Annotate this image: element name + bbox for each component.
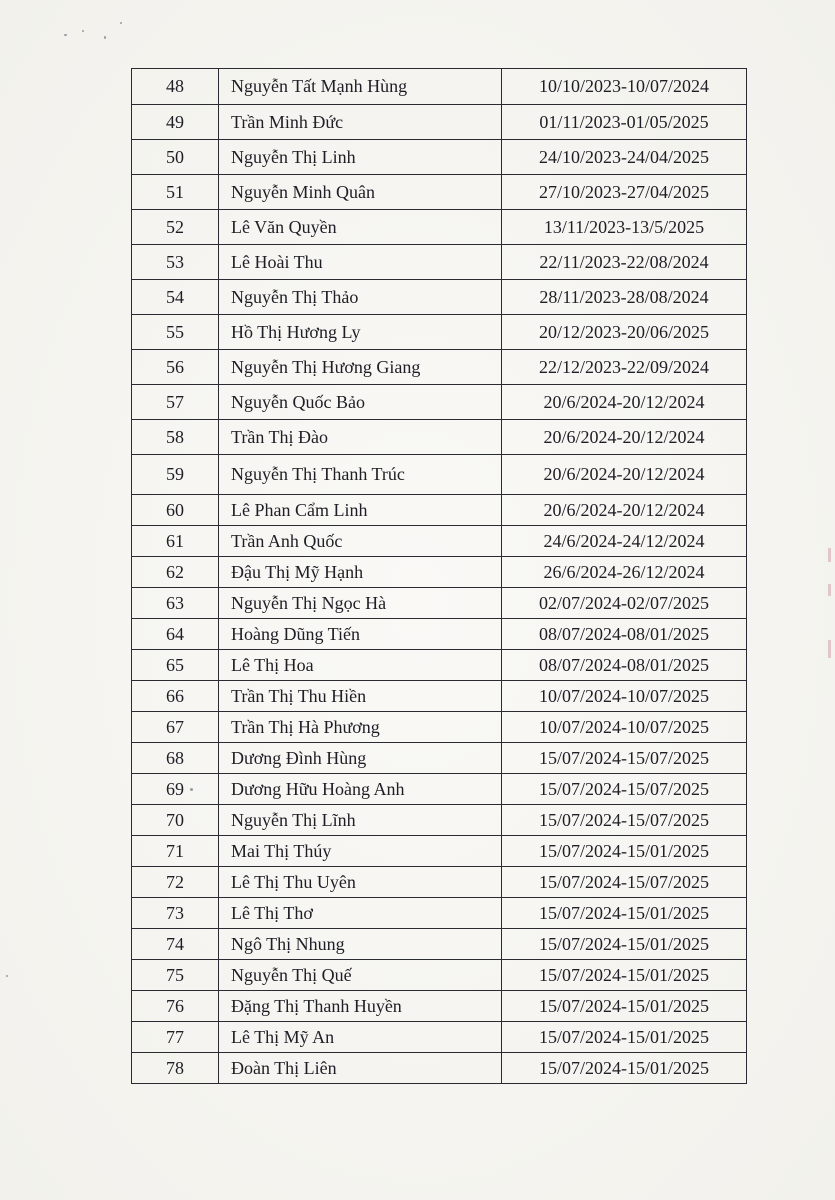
contract-period: 10/07/2024-10/07/2025 xyxy=(502,681,747,712)
contract-period: 28/11/2023-28/08/2024 xyxy=(502,280,747,315)
employee-name: Nguyễn Thị Linh xyxy=(219,140,502,175)
employee-name: Hồ Thị Hương Ly xyxy=(219,315,502,350)
employee-name: Trần Thị Hà Phương xyxy=(219,712,502,743)
row-number: 63 xyxy=(132,588,219,619)
table-row xyxy=(132,210,747,245)
table-row xyxy=(132,175,747,210)
employee-name: Nguyễn Thị Quế xyxy=(219,960,502,991)
table-row xyxy=(132,495,747,526)
contract-period: 08/07/2024-08/01/2025 xyxy=(502,619,747,650)
contract-period: 22/12/2023-22/09/2024 xyxy=(502,350,747,385)
table-row xyxy=(132,836,747,867)
contract-period: 10/10/2023-10/07/2024 xyxy=(502,69,747,105)
scan-edge-mark xyxy=(828,548,831,562)
row-number: 48 xyxy=(132,69,219,105)
table-row xyxy=(132,315,747,350)
row-number: 58 xyxy=(132,420,219,455)
table-row xyxy=(132,650,747,681)
employee-name: Đoàn Thị Liên xyxy=(219,1053,502,1084)
employee-name: Trần Thị Đào xyxy=(219,420,502,455)
employee-name: Đặng Thị Thanh Huyền xyxy=(219,991,502,1022)
row-number: 71 xyxy=(132,836,219,867)
contract-period: 15/07/2024-15/01/2025 xyxy=(502,960,747,991)
contract-period: 20/6/2024-20/12/2024 xyxy=(502,495,747,526)
row-number: 55 xyxy=(132,315,219,350)
table-row xyxy=(132,245,747,280)
contract-period: 20/6/2024-20/12/2024 xyxy=(502,385,747,420)
table-row xyxy=(132,991,747,1022)
table-row xyxy=(132,105,747,140)
scan-speck xyxy=(120,22,122,24)
employee-name: Nguyễn Thị Thanh Trúc xyxy=(219,455,502,495)
employee-name: Đậu Thị Mỹ Hạnh xyxy=(219,557,502,588)
table-row xyxy=(132,557,747,588)
table-row xyxy=(132,526,747,557)
table-row xyxy=(132,929,747,960)
table-row xyxy=(132,898,747,929)
row-number: 49 xyxy=(132,105,219,140)
contract-period: 13/11/2023-13/5/2025 xyxy=(502,210,747,245)
row-number: 64 xyxy=(132,619,219,650)
row-number: 74 xyxy=(132,929,219,960)
scan-speck xyxy=(64,34,67,36)
row-number: 56 xyxy=(132,350,219,385)
employee-name: Lê Thị Thu Uyên xyxy=(219,867,502,898)
contract-period: 20/6/2024-20/12/2024 xyxy=(502,420,747,455)
employee-name: Lê Thị Mỹ An xyxy=(219,1022,502,1053)
employee-name: Lê Hoài Thu xyxy=(219,245,502,280)
contract-period: 15/07/2024-15/07/2025 xyxy=(502,867,747,898)
row-number: 73 xyxy=(132,898,219,929)
row-number: 53 xyxy=(132,245,219,280)
employee-name: Lê Thị Hoa xyxy=(219,650,502,681)
row-number: 77 xyxy=(132,1022,219,1053)
contract-period: 15/07/2024-15/01/2025 xyxy=(502,898,747,929)
table-row xyxy=(132,385,747,420)
row-number: 67 xyxy=(132,712,219,743)
row-number: 66 xyxy=(132,681,219,712)
employee-name: Nguyễn Minh Quân xyxy=(219,175,502,210)
table-row xyxy=(132,743,747,774)
employee-name: Lê Văn Quyền xyxy=(219,210,502,245)
table-row xyxy=(132,140,747,175)
contract-period: 01/11/2023-01/05/2025 xyxy=(502,105,747,140)
table-row xyxy=(132,619,747,650)
row-number: 76 xyxy=(132,991,219,1022)
row-number: 57 xyxy=(132,385,219,420)
table-row xyxy=(132,681,747,712)
contract-period: 20/12/2023-20/06/2025 xyxy=(502,315,747,350)
employee-name: Nguyễn Tất Mạnh Hùng xyxy=(219,69,502,105)
contract-period: 26/6/2024-26/12/2024 xyxy=(502,557,747,588)
table-row xyxy=(132,420,747,455)
employee-name: Nguyễn Thị Ngọc Hà xyxy=(219,588,502,619)
row-number: 54 xyxy=(132,280,219,315)
contract-period: 24/10/2023-24/04/2025 xyxy=(502,140,747,175)
contract-period: 02/07/2024-02/07/2025 xyxy=(502,588,747,619)
employee-name: Dương Đình Hùng xyxy=(219,743,502,774)
employee-name: Nguyễn Quốc Bảo xyxy=(219,385,502,420)
contract-period: 22/11/2023-22/08/2024 xyxy=(502,245,747,280)
row-number: 59 xyxy=(132,455,219,495)
roster-table-body xyxy=(132,69,747,1084)
employee-name: Trần Thị Thu Hiền xyxy=(219,681,502,712)
row-number: 61 xyxy=(132,526,219,557)
table-row xyxy=(132,867,747,898)
contract-period: 15/07/2024-15/07/2025 xyxy=(502,805,747,836)
table-row xyxy=(132,712,747,743)
employee-name: Trần Anh Quốc xyxy=(219,526,502,557)
contract-period: 20/6/2024-20/12/2024 xyxy=(502,455,747,495)
scan-speck xyxy=(6,975,8,977)
employee-name: Dương Hữu Hoàng Anh xyxy=(219,774,502,805)
employee-name: Mai Thị Thúy xyxy=(219,836,502,867)
row-number: 70 xyxy=(132,805,219,836)
row-number: 50 xyxy=(132,140,219,175)
table-row xyxy=(132,455,747,495)
table-row xyxy=(132,588,747,619)
row-number: 69 xyxy=(132,774,219,805)
contract-period: 15/07/2024-15/01/2025 xyxy=(502,929,747,960)
employee-name: Nguyễn Thị Lĩnh xyxy=(219,805,502,836)
employee-name: Lê Phan Cẩm Linh xyxy=(219,495,502,526)
row-number: 78 xyxy=(132,1053,219,1084)
table-row xyxy=(132,960,747,991)
table-row xyxy=(132,1022,747,1053)
contract-period: 15/07/2024-15/07/2025 xyxy=(502,774,747,805)
table-row xyxy=(132,350,747,385)
row-number: 60 xyxy=(132,495,219,526)
contract-period: 15/07/2024-15/01/2025 xyxy=(502,1022,747,1053)
table-row xyxy=(132,69,747,105)
contract-period: 10/07/2024-10/07/2025 xyxy=(502,712,747,743)
contract-period: 08/07/2024-08/01/2025 xyxy=(502,650,747,681)
contract-period: 27/10/2023-27/04/2025 xyxy=(502,175,747,210)
scan-edge-mark xyxy=(828,584,831,596)
contract-period: 24/6/2024-24/12/2024 xyxy=(502,526,747,557)
employee-name: Ngô Thị Nhung xyxy=(219,929,502,960)
contract-period: 15/07/2024-15/01/2025 xyxy=(502,1053,747,1084)
row-number: 65 xyxy=(132,650,219,681)
employee-name: Trần Minh Đức xyxy=(219,105,502,140)
row-number: 52 xyxy=(132,210,219,245)
scan-speck xyxy=(104,36,106,39)
employee-name: Nguyễn Thị Thảo xyxy=(219,280,502,315)
employee-name: Lê Thị Thơ xyxy=(219,898,502,929)
contract-period: 15/07/2024-15/01/2025 xyxy=(502,991,747,1022)
row-number: 75 xyxy=(132,960,219,991)
contract-period: 15/07/2024-15/01/2025 xyxy=(502,836,747,867)
row-number: 62 xyxy=(132,557,219,588)
table-row xyxy=(132,280,747,315)
row-number: 68 xyxy=(132,743,219,774)
employee-name: Nguyễn Thị Hương Giang xyxy=(219,350,502,385)
table-row xyxy=(132,805,747,836)
employee-name: Hoàng Dũng Tiến xyxy=(219,619,502,650)
roster-table xyxy=(131,68,747,1084)
table-row xyxy=(132,774,747,805)
scan-edge-mark xyxy=(828,640,831,658)
scan-speck xyxy=(82,30,84,32)
table-row xyxy=(132,1053,747,1084)
contract-period: 15/07/2024-15/07/2025 xyxy=(502,743,747,774)
row-number: 72 xyxy=(132,867,219,898)
row-number: 51 xyxy=(132,175,219,210)
